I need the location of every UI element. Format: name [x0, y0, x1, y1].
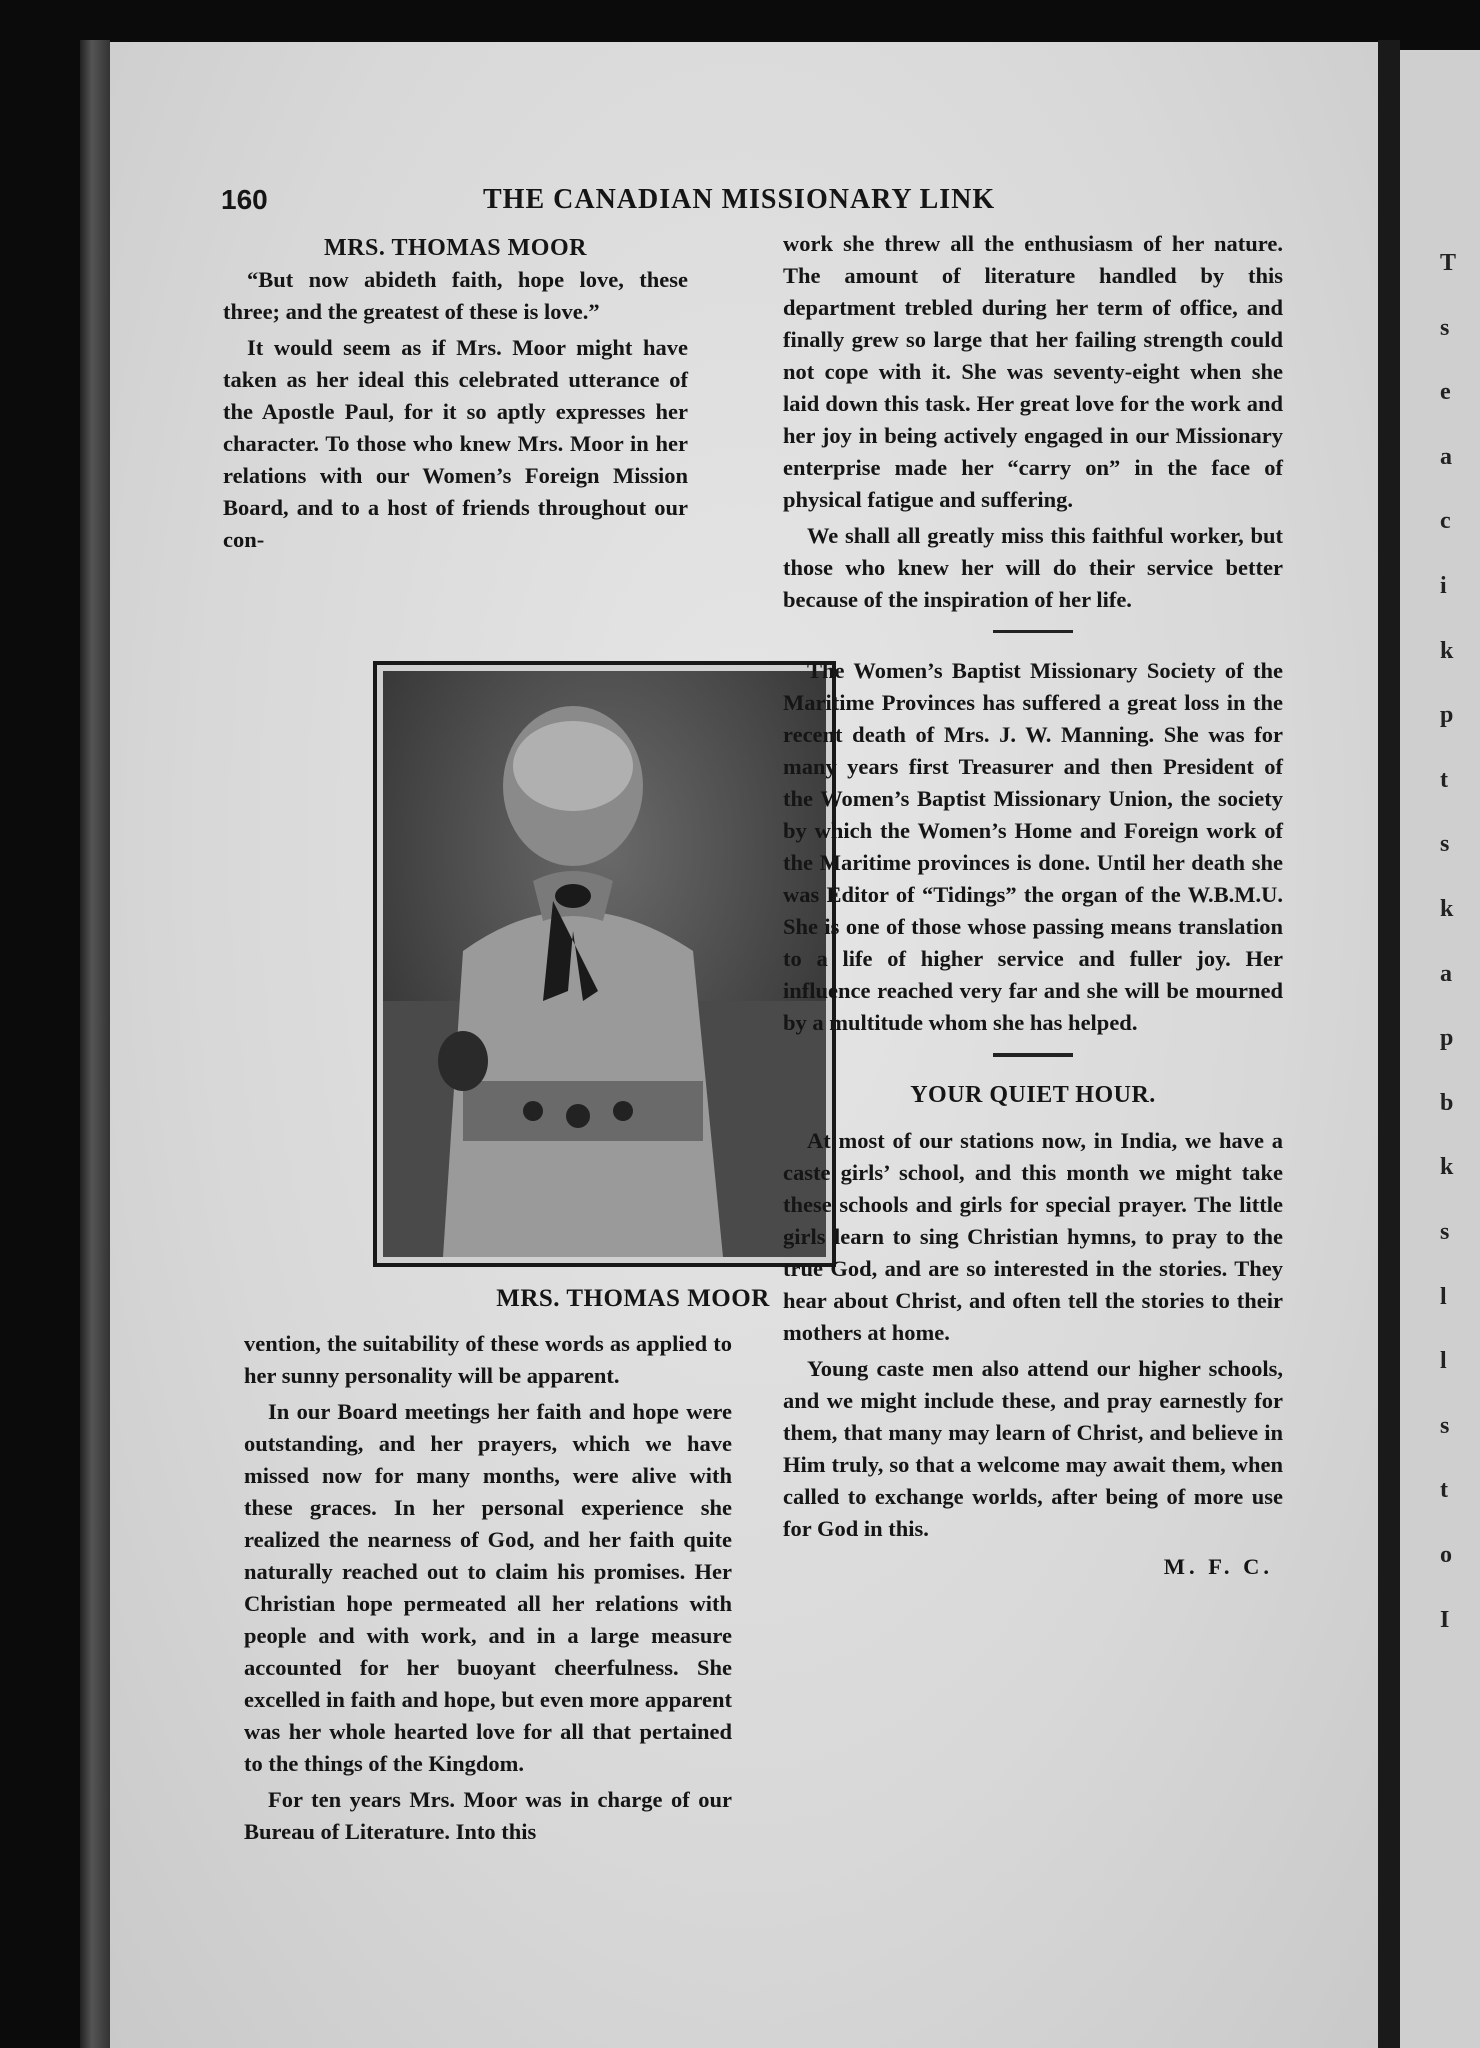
article-paragraph: The Women’s Baptist Missionary Society of the Maritime Provinces has suffered a great loss in the recent death of Mrs. J. W. Manning. She was for many years first Treasurer and then President of the Women’s Baptist Missionary Union, the society by which the Women’s Home and Foreign work of the Maritime provinces is done. Until her death she was Editor of “Tidings” the organ of the W.B.M.U. She is one of those whose passing means translation to a life of higher service and fuller joy. Her influence reached very far and she will be mourned by a multitude whom she has helped. [783, 658, 1283, 1035]
adjacent-page-letter: b [1440, 1089, 1454, 1116]
adjacent-page-letter: T [1440, 250, 1457, 276]
adjacent-page-letter: s [1440, 831, 1450, 858]
left-column-bottom [244, 1328, 732, 1848]
page-gutter [1378, 40, 1400, 2048]
adjacent-page-fragment [1400, 50, 1480, 2048]
left-column-top [223, 232, 688, 556]
adjacent-page-letter: c [1440, 508, 1451, 535]
adjacent-page-letter: t [1440, 1477, 1448, 1504]
right-column [783, 228, 1283, 1583]
portrait-photo [373, 661, 836, 1267]
portrait-image [383, 671, 826, 1257]
adjacent-page-letter: o [1440, 1542, 1452, 1568]
adjacent-page-letter: a [1440, 960, 1452, 987]
adjacent-page-letter: s [1440, 1219, 1450, 1245]
article-paragraph: In our Board meetings her faith and hope were outstanding, and her prayers, which we have missed now for many months, were alive with these graces. In her personal experience she realized the nearness of God, and her faith quite naturally reached out to claim his promises. Her Christian hope permeated all her relations with people and with work, and in a large measure accounted for her buoyant cheerfulness. She excelled in faith and hope, but even more apparent was her whole hearted love for all that pertained to the things of the Kingdom. [244, 1399, 732, 1776]
adjacent-page-letter: k [1440, 1154, 1454, 1181]
section-divider [993, 630, 1073, 633]
article-paragraph: Young caste men also attend our higher schools, and we might include these, and pray earnestly for them, that many may learn of Christ, and believe in Him truly, so that a welcome may await them, when called to exchange worlds, after being of more use for God in this. [783, 1356, 1283, 1541]
adjacent-page-letter: p [1440, 1025, 1454, 1052]
article-paragraph: vention, the suitability of these words as applied to her sunny personality will be apparent. [244, 1331, 732, 1388]
adjacent-page-letter: l [1440, 1283, 1447, 1310]
adjacent-page-letter: p [1440, 702, 1454, 729]
article-paragraph: “But now abideth faith, hope love, these three; and the greatest of these is love.” [223, 267, 688, 324]
adjacent-page-letter: l [1440, 1348, 1447, 1375]
adjacent-page-letter: k [1440, 637, 1454, 664]
article-paragraph: At most of our stations now, in India, we have a caste girls’ school, and this month we might take these schools and girls for special prayer. The little girls learn to sing Christian hymns, to pray to the true God, and are so interested in the stories. They hear about Christ, and often tell the stories to their mothers at home. [783, 1128, 1283, 1345]
page-number: 160 [221, 184, 268, 215]
adjacent-page-letter: s [1440, 314, 1450, 341]
adjacent-page-letter: k [1440, 896, 1454, 922]
adjacent-page-letter: s [1440, 1412, 1450, 1439]
article-heading: MRS. THOMAS MOOR [324, 235, 587, 261]
section-heading: YOUR QUIET HOUR. [910, 1082, 1156, 1108]
photo-caption: MRS. THOMAS MOOR [496, 1285, 770, 1312]
running-title: THE CANADIAN MISSIONARY LINK [483, 184, 996, 215]
adjacent-page-letter: t [1440, 766, 1448, 793]
section-divider [993, 1053, 1073, 1057]
adjacent-page-letter: e [1440, 379, 1451, 406]
signature: M. F. C. [1163, 1554, 1273, 1579]
article-paragraph: For ten years Mrs. Moor was in charge of our Bureau of Literature. Into this [244, 1787, 732, 1844]
magazine-page [110, 42, 1378, 2048]
book-spine [80, 40, 110, 2048]
article-paragraph: work she threw all the enthusiasm of her nature. The amount of literature handled by this department trebled during her term of office, and finally grew so large that her failing strength could not cope with it. She was seventy-eight when she laid down this task. Her great love for the work and her joy in being actively engaged in our Missionary enterprise made her “carry on” in the face of physical fatigue and suffering. [783, 231, 1283, 512]
adjacent-page-letter: a [1440, 443, 1452, 470]
article-paragraph: It would seem as if Mrs. Moor might have taken as her ideal this celebrated utterance of the Apostle Paul, for it so aptly expresses her character. To those who knew Mrs. Moor in her relations with our Women’s Foreign Mission Board, and to a host of friends throughout our con- [223, 335, 688, 552]
article-paragraph: We shall all greatly miss this faithful worker, but those who knew her will do their service better because of the inspiration of her life. [783, 523, 1283, 612]
page-header [110, 184, 1378, 224]
adjacent-page-letter: i [1440, 573, 1447, 599]
adjacent-page-letter: I [1440, 1606, 1450, 1633]
